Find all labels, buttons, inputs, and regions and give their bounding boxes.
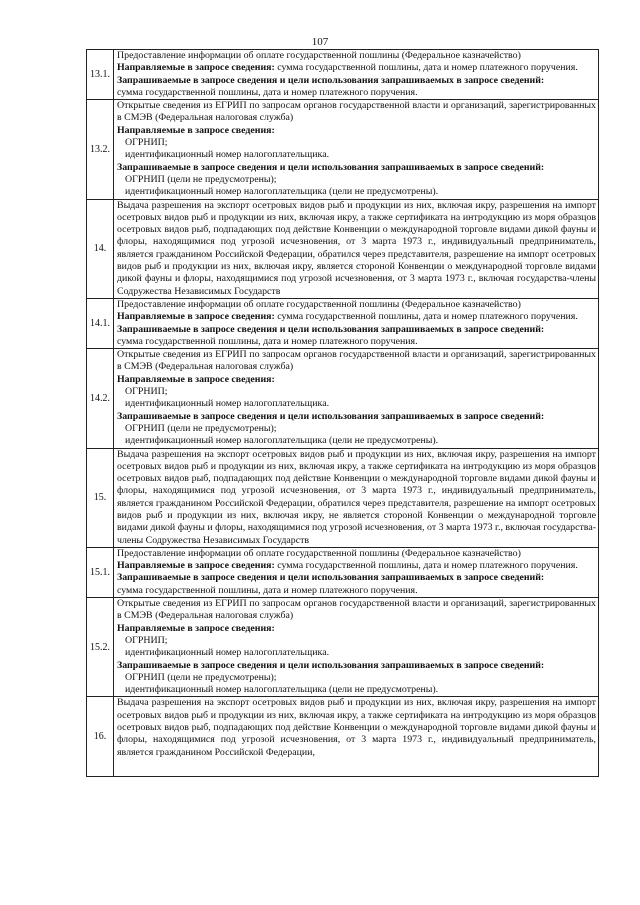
row-number: 14.2.	[87, 349, 114, 448]
table-row	[87, 547, 599, 597]
sent-data-line: идентификационный номер налогоплательщика.	[125, 149, 330, 161]
table-row	[87, 448, 599, 547]
requested-data-line: идентификационный номер налогоплательщика (цели не предусмотрены).	[125, 684, 439, 696]
row-number: 14.1.	[87, 298, 114, 348]
request-title: Открытые сведения из ЕГРИП по запросам органов государственной власти и организаций, зарегистрированных в СМЭВ (Федеральная налоговая служба)	[117, 349, 596, 373]
sent-data-text: сумма государственной пошлины, дата и номер платежного поручения.	[274, 311, 578, 323]
requested-data-label: Запрашиваемые в запросе сведения и цели использования запрашиваемых в запросе сведений:	[117, 323, 545, 335]
requested-data-line: идентификационный номер налогоплательщика (цели не предусмотрены).	[125, 186, 439, 198]
requested-data-label: Запрашиваемые в запросе сведения и цели использования запрашиваемых в запросе сведений:	[117, 659, 545, 671]
row-number: 13.2.	[87, 100, 114, 199]
sent-data-line: ОГРНИП;	[125, 137, 168, 149]
page-number: 107	[311, 36, 329, 48]
row-content	[114, 448, 599, 547]
service-description: Выдача разрешения на экспорт осетровых видов рыб и продукции из них, включая икру, разрешения на импорт осетровых видов рыб и продукции из них, включая икру, а также сертификата на интродукцию из моря образцов осетровых видов рыб, подпадающих под действие Конвенции о международной торговле видами дикой фауны и флоры, находящимися под угрозой исчезновения, от 3 марта 1973 г., индивидуальный предприниматель, является гражданином Российской Федерации, обратился через представителя, разрешение на импорт осетровых видов рыб и продукции из них, включая икру, является стороной Конвенции о международной торговле видами дикой фауны и флоры, находящимися под угрозой исчезновения, от 3 марта 1973 г., включая государства-члены Содружества Независимых Государств	[117, 199, 596, 297]
row-content	[114, 349, 599, 448]
requested-data-line: идентификационный номер налогоплательщика (цели не предусмотрены).	[125, 435, 439, 447]
services-table	[86, 49, 599, 777]
sent-data-line: ОГРНИП;	[125, 386, 168, 398]
row-content	[114, 50, 599, 100]
service-description: Выдача разрешения на экспорт осетровых видов рыб и продукции из них, включая икру, разрешения на импорт осетровых видов рыб и продукции из них, включая икру, а также сертификата на интродукцию из моря образцов осетровых видов рыб, подпадающих под действие Конвенции о международной торговле видами дикой фауны и флоры, находящимися под угрозой исчезновения, от 3 марта 1973 г., индивидуальный предприниматель, является гражданином Российской Федерации, обратился через представителя, разрешение на импорт осетровых видов рыб и продукции из них, включая икру, не является стороной Конвенции о международной торговле видами дикой фауны и флоры, находящимися под угрозой исчезновения, от 3 марта 1973 г., включая государства-члены Содружества Независимых Государств	[117, 448, 596, 546]
requested-data-label: Запрашиваемые в запросе сведения и цели использования запрашиваемых в запросе сведений:	[117, 572, 545, 584]
table-row	[87, 298, 599, 348]
sent-data-line: идентификационный номер налогоплательщика.	[125, 398, 330, 410]
row-content-clip	[117, 697, 596, 776]
sent-data-label: Направляемые в запросе сведения:	[117, 560, 275, 572]
row-content	[114, 547, 599, 597]
row-content	[114, 697, 599, 777]
row-number: 13.1.	[87, 50, 114, 100]
sent-data-label: Направляемые в запросе сведения:	[117, 311, 275, 323]
row-content	[114, 298, 599, 348]
requested-data-label: Запрашиваемые в запросе сведения и цели использования запрашиваемых в запросе сведений:	[117, 410, 545, 422]
table-row	[87, 598, 599, 697]
row-content	[114, 598, 599, 697]
sent-data-label: Направляемые в запросе сведения:	[117, 622, 275, 634]
row-number: 15.	[87, 448, 114, 547]
sent-data-line: идентификационный номер налогоплательщика.	[125, 647, 330, 659]
table-row	[87, 697, 599, 777]
row-content	[114, 199, 599, 298]
requested-data-text: сумма государственной пошлины, дата и номер платежного поручения.	[117, 584, 418, 596]
requested-data-label: Запрашиваемые в запросе сведения и цели использования запрашиваемых в запросе сведений:	[117, 161, 545, 173]
sent-data-paragraph	[117, 62, 596, 74]
request-title: Предоставление информации об оплате государственной пошлины (Федеральное казначейство)	[117, 298, 521, 310]
row-number: 14.	[87, 199, 114, 298]
table-row	[87, 199, 599, 298]
sent-data-text: сумма государственной пошлины, дата и номер платежного поручения.	[274, 560, 578, 572]
table-row	[87, 349, 599, 448]
requested-data-label: Запрашиваемые в запросе сведения и цели использования запрашиваемых в запросе сведений:	[117, 74, 545, 86]
request-title: Предоставление информации об оплате государственной пошлины (Федеральное казначейство)	[117, 50, 521, 61]
sent-data-paragraph	[117, 560, 596, 572]
requested-data-text: сумма государственной пошлины, дата и номер платежного поручения.	[117, 335, 418, 347]
table-row	[87, 50, 599, 100]
row-number: 16.	[87, 697, 114, 777]
sent-data-label: Направляемые в запросе сведения:	[117, 124, 275, 136]
sent-data-text: сумма государственной пошлины, дата и номер платежного поручения.	[274, 62, 578, 74]
table-row	[87, 100, 599, 199]
row-content	[114, 100, 599, 199]
sent-data-label: Направляемые в запросе сведения:	[117, 62, 275, 74]
sent-data-line: ОГРНИП;	[125, 634, 168, 646]
sent-data-paragraph	[117, 311, 596, 323]
sent-data-label: Направляемые в запросе сведения:	[117, 373, 275, 385]
request-title: Открытые сведения из ЕГРИП по запросам органов государственной власти и организаций, зарегистрированных в СМЭВ (Федеральная налоговая служба)	[117, 100, 596, 124]
requested-data-line: ОГРНИП (цели не предусмотрены);	[125, 173, 277, 185]
requested-data-line: ОГРНИП (цели не предусмотрены);	[125, 671, 277, 683]
requested-data-text: сумма государственной пошлины, дата и номер платежного поручения.	[117, 86, 418, 98]
request-title: Предоставление информации об оплате государственной пошлины (Федеральное казначейство)	[117, 547, 521, 559]
row-number: 15.1.	[87, 547, 114, 597]
requested-data-line: ОГРНИП (цели не предусмотрены);	[125, 422, 277, 434]
request-title: Открытые сведения из ЕГРИП по запросам органов государственной власти и организаций, зарегистрированных в СМЭВ (Федеральная налоговая служба)	[117, 598, 596, 622]
service-description: Выдача разрешения на экспорт осетровых видов рыб и продукции из них, включая икру, разрешения на импорт осетровых видов рыб и продукции из них, включая икру, а также сертификата на интродукцию из моря образцов осетровых видов рыб, подпадающих под действие Конвенции о международной торговле видами дикой фауны и флоры, находящимися под угрозой исчезновения, от 3 марта 1973 г., индивидуальный предприниматель, является гражданином Российской Федерации,	[117, 697, 596, 758]
row-number: 15.2.	[87, 598, 114, 697]
